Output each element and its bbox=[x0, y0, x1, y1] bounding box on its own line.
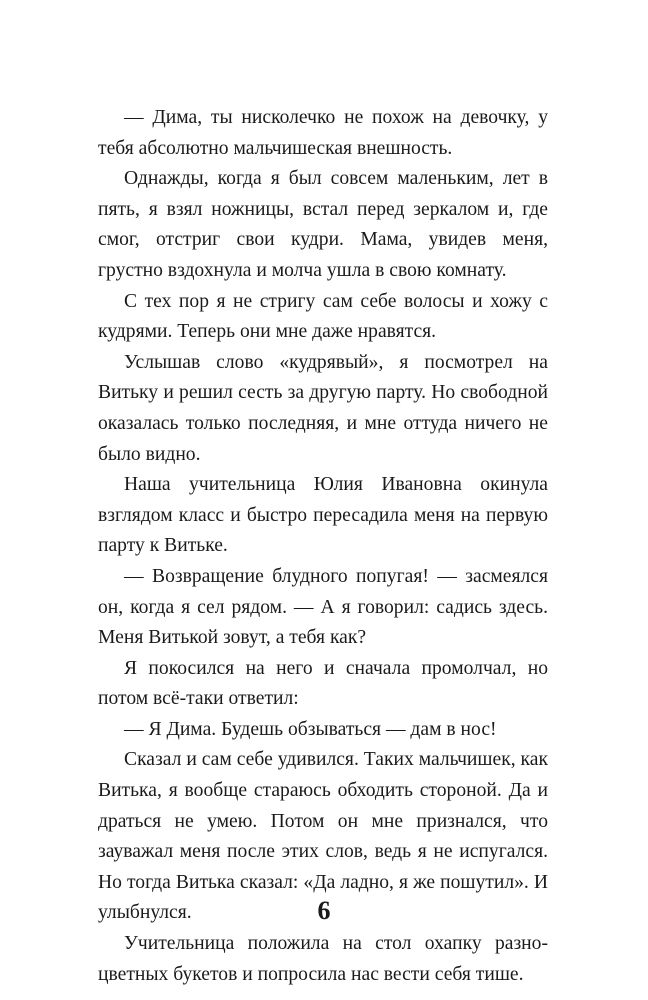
paragraph: — Возвращение блудного попугая! — засмеялся он, когда я сел рядом. — А я говорил: садись здесь. Меня Витькой зовут, а тебя как? bbox=[98, 565, 548, 649]
paragraph: Сказал и сам себе удивился. Таких мальчишек, как Витька, я вообще стараюсь обходить стороной. Да и драться не умею. Потом он мне признался, что зауважал меня после этих слов, ведь я не испугался. Но тогда Витька сказал: «Да ладно, я же пошутил». И улыбнулся. bbox=[98, 749, 548, 924]
paragraph: Услышав слово «кудрявый», я посмотрел на Витьку и решил сесть за другую парту. Но свободной оказалась только последняя, и мне оттуда ничего не было видно. bbox=[98, 351, 548, 465]
paragraph: Наша учительница Юлия Ивановна окинула взглядом класс и быстро пересадила меня на первую парту к Витьке. bbox=[98, 474, 548, 557]
paragraph: Однажды, когда я был совсем маленьким, лет в пять, я взял ножницы, встал перед зеркалом и, где смог, отстриг свои кудри. Мама, увидев меня, грустно вздохнула и молча ушла в свою комнату. bbox=[98, 168, 548, 281]
paragraph: — Дима, ты нисколечко не похож на девочку, у тебя абсолютно мальчишеская внешность. bbox=[98, 107, 548, 159]
body-text bbox=[98, 103, 548, 990]
paragraph: — Я Дима. Будешь обзываться — дам в нос! bbox=[124, 718, 497, 740]
paragraph: С тех пор я не стригу сам себе волосы и хожу с кудрями. Теперь они мне даже нравятся. bbox=[98, 290, 548, 343]
paragraph: Я покосился на него и сначала промолчал, но потом всё-таки ответил: bbox=[98, 657, 548, 710]
paragraph: Учительница положила на стол охапку разноцветных букетов и попросила нас вести себя тише. bbox=[98, 933, 548, 985]
page-number: 6 bbox=[317, 896, 331, 925]
